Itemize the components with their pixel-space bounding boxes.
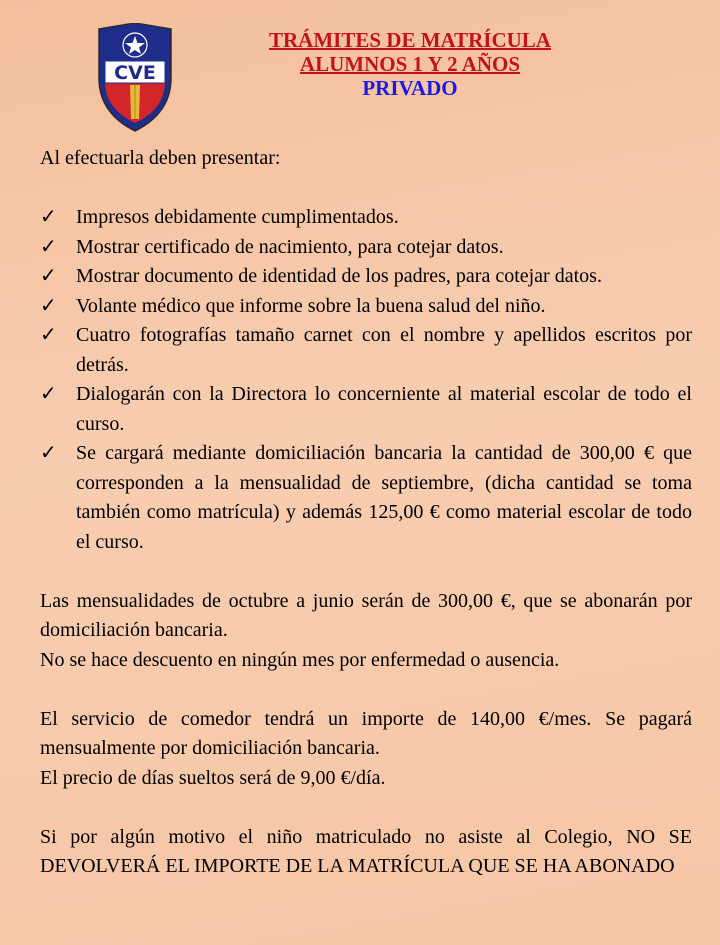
title-line-1: TRÁMITES DE MATRÍCULA bbox=[269, 28, 551, 52]
list-item-text: Cuatro fotografías tamaño carnet con el nombre y apellidos escritos por detrás. bbox=[76, 324, 692, 376]
list-item bbox=[40, 233, 692, 263]
checkmark-icon: ✓ bbox=[40, 265, 57, 287]
checkmark-icon: ✓ bbox=[40, 235, 57, 258]
dining-service-paragraph: El servicio de comedor tendrá un importe de 140,00 €/mes. Se pagará mensualmente por domiciliación bancaria. bbox=[40, 707, 692, 759]
refund-notice-paragraph: Si por algún motivo el niño matriculado no asiste al Colegio, NO SE DEVOLVERÁ EL IMPORTE DE LA MATRÍCULA QUE SE HA ABONADO bbox=[40, 825, 692, 877]
checkmark-icon: ✓ bbox=[40, 294, 57, 317]
checkmark-icon: ✓ bbox=[40, 442, 57, 464]
list-item-text: Mostrar certificado de nacimiento, para cotejar datos. bbox=[76, 235, 504, 258]
list-item-text: Dialogarán con la Directora lo concerniente al material escolar de todo el curso. bbox=[76, 383, 692, 435]
title-block bbox=[200, 28, 620, 100]
list-item bbox=[40, 439, 692, 557]
school-crest-logo bbox=[93, 23, 177, 133]
list-item-text: Impresos debidamente cumplimentados. bbox=[76, 206, 399, 228]
intro-text: Al efectuarla deben presentar: bbox=[40, 147, 281, 169]
list-item-text: Volante médico que informe sobre la buena salud del niño. bbox=[76, 294, 546, 317]
document-body bbox=[40, 144, 692, 882]
requirements-list bbox=[40, 203, 692, 557]
title-line-3: PRIVADO bbox=[362, 76, 458, 100]
daily-price-paragraph: El precio de días sueltos será de 9,00 €/día. bbox=[40, 766, 386, 789]
logo-text: CVE bbox=[114, 62, 156, 84]
checkmark-icon: ✓ bbox=[40, 206, 57, 228]
list-item bbox=[40, 292, 692, 322]
list-item-text: Se cargará mediante domiciliación bancaria la cantidad de 300,00 € que corresponden a la mensualidad de septiembre, (dicha cantidad se toma también como matrícula) y además 125,00 € como material escolar de todo el curso. bbox=[76, 442, 692, 553]
list-item bbox=[40, 262, 692, 292]
list-item-text: Mostrar documento de identidad de los padres, para cotejar datos. bbox=[76, 265, 602, 287]
title-line-2: ALUMNOS 1 Y 2 AÑOS bbox=[299, 52, 521, 76]
list-item bbox=[40, 380, 692, 439]
checkmark-icon: ✓ bbox=[40, 383, 57, 405]
list-item bbox=[40, 203, 692, 233]
monthly-fees-paragraph: Las mensualidades de octubre a junio serán de 300,00 €, que se abonarán por domiciliación bancaria. bbox=[40, 589, 692, 641]
checkmark-icon: ✓ bbox=[40, 324, 57, 346]
no-discount-paragraph: No se hace descuento en ningún mes por enfermedad o ausencia. bbox=[40, 648, 560, 671]
list-item bbox=[40, 321, 692, 380]
